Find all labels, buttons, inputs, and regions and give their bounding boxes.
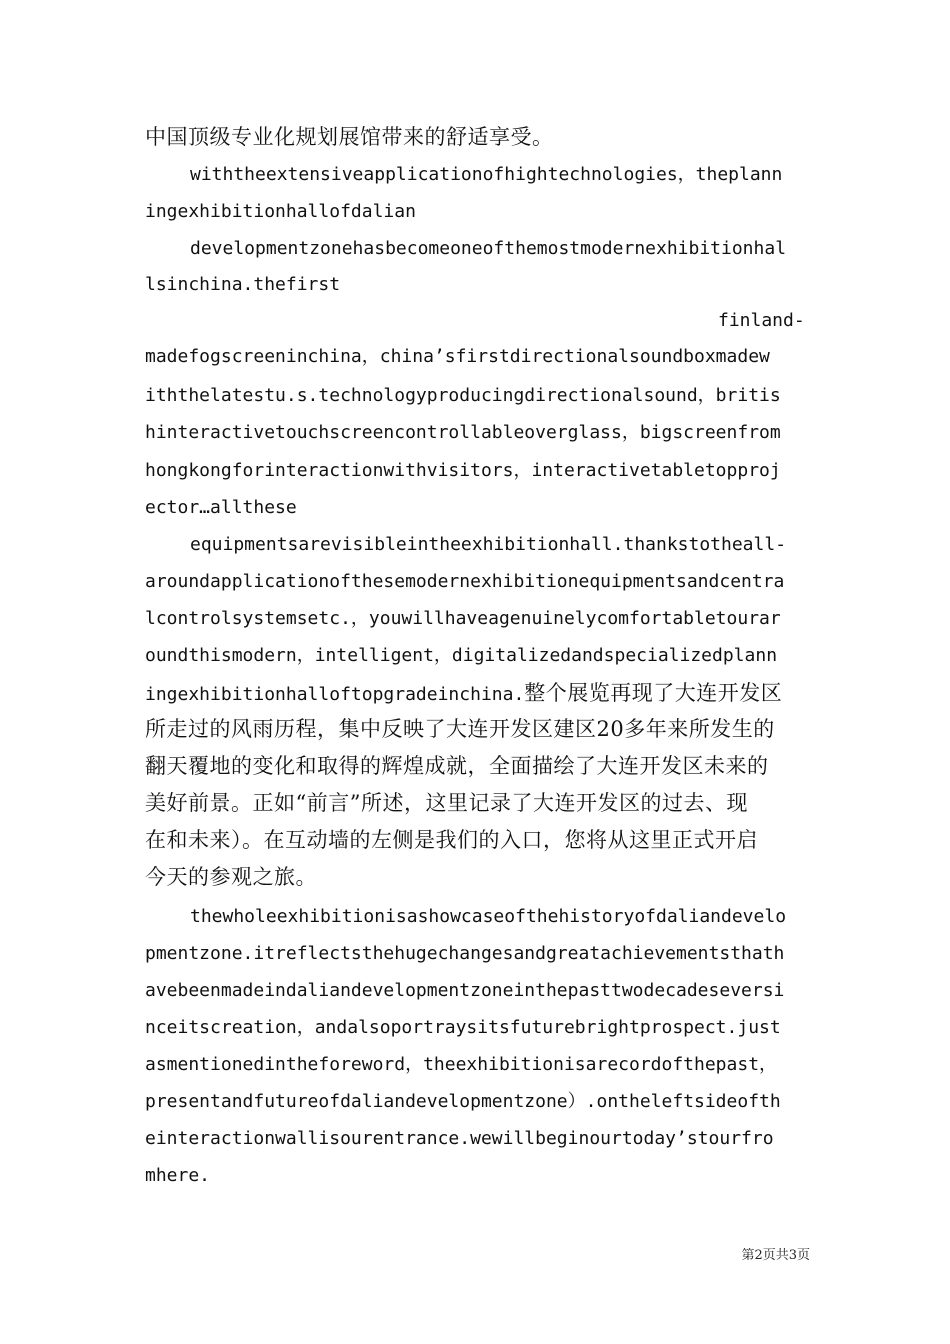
text-line: 翻天覆地的变化和取得的辉煌成就，全面描绘了大连开发区未来的 — [145, 754, 769, 778]
text-line: thewholeexhibitionisashowcaseofthehistoryofdaliandevelo — [190, 906, 787, 927]
text-line: aroundapplicationofthesemodernexhibitionequipmentsandcentra — [145, 571, 785, 592]
text-line: developmentzonehasbecomeoneofthemostmodernexhibitionhal — [190, 238, 787, 259]
text-line: hinteractivetouchscreencontrollableoverglass，bigscreenfrom — [145, 422, 781, 443]
text-line: 所走过的风雨历程，集中反映了大连开发区建区20多年来所发生的 — [145, 717, 775, 741]
text-line: withtheextensiveapplicationofhightechnologies，theplann — [190, 164, 783, 185]
text-line: lcontrolsystemsetc.，youwillhaveagenuinelycomfortabletourar — [145, 608, 781, 629]
page-number: 第2页共3页 — [741, 1248, 810, 1263]
text-line: finland- — [718, 310, 805, 331]
text-segment-english: ingexhibitionhalloftopgradeinchina. — [145, 684, 525, 705]
text-line: ingexhibitionhallofdalian — [145, 201, 416, 222]
text-line: iththelatestu.s.technologyproducingdirectionalsound，britis — [145, 385, 781, 406]
text-line: nceitscreation，andalsoportraysitsfuturebrightprospect.just — [145, 1017, 781, 1038]
text-line: lsinchina.thefirst — [145, 274, 341, 295]
text-line: madefogscreeninchina，china’sfirstdirectionalsoundboxmadew — [145, 346, 770, 367]
text-line: 美好前景。正如“前言”所述，这里记录了大连开发区的过去、现 — [145, 791, 748, 815]
text-line: 今天的参观之旅。 — [145, 865, 317, 889]
text-line — [145, 678, 810, 708]
text-line: mhere. — [145, 1165, 211, 1186]
text-line: presentandfutureofdaliandevelopmentzone）.ontheleftsideofth — [145, 1091, 781, 1112]
text-line: equipmentsarevisibleintheexhibitionhall.thankstotheall- — [190, 534, 787, 555]
text-line: hongkongforinteractionwithvisitors，interactivetabletopproj — [145, 460, 781, 481]
text-line: einteractionwallisourentrance.wewillbeginourtoday’stourfro — [145, 1128, 774, 1149]
text-line: asmentionedintheforeword，theexhibitionisarecordofthepast， — [145, 1054, 778, 1075]
text-segment-chinese: 整个展览再现了大连开发区 — [524, 681, 783, 705]
text-line: 在和未来）。在互动墙的左侧是我们的入口，您将从这里正式开启 — [145, 828, 758, 852]
text-line: avebeenmadeindaliandevelopmentzoneinthepasttwodecadeseversi — [145, 980, 785, 1001]
text-line: pmentzone.itreflectsthehugechangesandgreatachievementsthath — [145, 943, 785, 964]
text-line: ector…allthese — [145, 497, 297, 518]
text-line: oundthismodern，intelligent，digitalizedandspecializedplann — [145, 645, 778, 666]
text-line: 中国顶级专业化规划展馆带来的舒适享受。 — [145, 125, 554, 149]
